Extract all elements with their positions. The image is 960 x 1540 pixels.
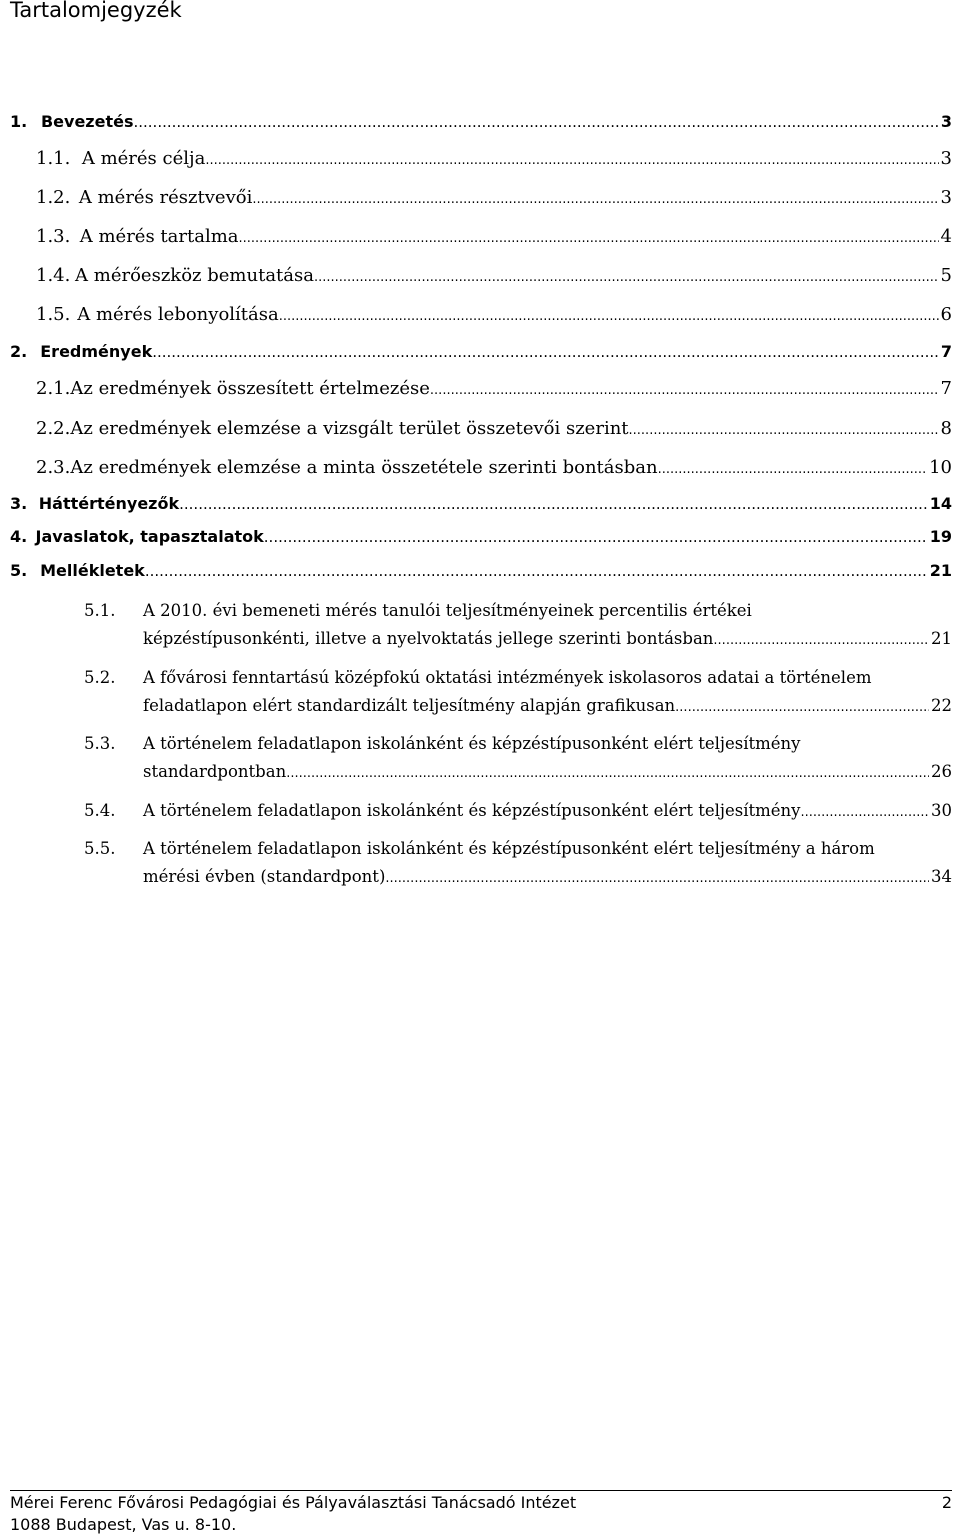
toc-entry-label: Az eredmények összesített értelmezése (70, 378, 430, 399)
toc-entry-page: 4 (940, 226, 952, 247)
toc-entry-page: 3 (940, 187, 952, 208)
toc-entry-5-5[interactable] (84, 835, 952, 893)
leader-dots (713, 627, 929, 655)
leader-dots (252, 192, 938, 207)
leader-dots (801, 799, 930, 827)
page-title: Tartalomjegyzék (10, 0, 182, 22)
toc-entry-number: 2.2. (36, 418, 71, 439)
toc-entry-number: 5.5. (84, 839, 116, 858)
toc-entry-label-line2: mérési évben (standardpont) (143, 867, 386, 886)
toc-entry-number: 5. (10, 561, 28, 580)
toc-entry-1-1[interactable] (36, 148, 952, 176)
toc-entry-1-2[interactable] (36, 187, 952, 215)
toc-entry-number: 1.2. (36, 187, 71, 208)
leader-dots (145, 562, 928, 580)
toc-entry-label: Eredmények (40, 342, 153, 361)
toc-entry-number: 1. (10, 112, 28, 131)
toc-entry-number: 2. (10, 342, 28, 361)
footer-institution: Mérei Ferenc Fővárosi Pedagógiai és Pályaválasztási Tanácsadó Intézet (10, 1493, 577, 1512)
toc-entry-number: 1.3. (36, 226, 71, 247)
toc-entry-number: 1.4. (36, 265, 71, 286)
toc-entry-label-line1: A fővárosi fenntartású középfokú oktatási intézmények iskolasoros adatai a történelem (143, 668, 872, 687)
toc-entry-number: 5.2. (84, 668, 116, 687)
toc-entry-label: A mérőeszköz bemutatása (75, 265, 314, 286)
toc-entry-label: Bevezetés (40, 112, 134, 131)
leader-dots (675, 694, 929, 722)
leader-dots (239, 231, 939, 246)
toc-entry-label: A mérés célja (81, 148, 206, 169)
toc-entry-number: 1.5. (36, 304, 71, 325)
toc-entry-label-line2: feladatlapon elért standardizált teljesítmény alapján grafikusan (143, 696, 676, 715)
toc-entry-page: 22 (931, 696, 952, 715)
footer-address: 1088 Budapest, Vas u. 8-10. (10, 1515, 237, 1534)
leader-dots (658, 462, 928, 477)
toc-entry-1-5[interactable] (36, 304, 952, 332)
toc-entry-label-line2: standardpontban (143, 762, 287, 781)
leader-dots (205, 153, 938, 168)
toc-entry-1-4[interactable] (36, 265, 952, 293)
toc-entry-page: 3 (940, 112, 952, 131)
footer-page-number: 2 (941, 1493, 952, 1512)
toc-entry-page: 8 (940, 418, 952, 439)
toc-entry-page: 10 (929, 457, 952, 478)
toc-entry-number: 5.4. (84, 801, 116, 820)
leader-dots (629, 423, 939, 438)
toc-entry-1-3[interactable] (36, 226, 952, 254)
toc-entry-1[interactable] (10, 112, 952, 140)
leader-dots (264, 528, 928, 546)
leader-dots (133, 113, 938, 131)
toc-entry-2[interactable] (10, 342, 952, 370)
toc-entry-2-1[interactable] (36, 378, 952, 406)
toc-entry-number: 5.1. (84, 601, 116, 620)
leader-dots (152, 343, 939, 361)
toc-entry-label: A mérés tartalma (79, 226, 239, 247)
toc-entry-number: 2.1. (36, 378, 71, 399)
toc-entry-4[interactable] (10, 527, 952, 555)
toc-entry-number: 1.1. (36, 148, 71, 169)
toc-entry-page: 26 (931, 762, 952, 781)
toc-entry-5-4[interactable] (84, 797, 952, 827)
toc-entry-page: 21 (929, 561, 952, 580)
toc-entry-label-line1: A 2010. évi bemeneti mérés tanulói teljesítményeinek percentilis értékei (143, 601, 752, 620)
toc-entry-label: A mérés lebonyolítása (77, 304, 279, 325)
toc-entry-5-3[interactable] (84, 730, 952, 788)
toc-entry-page: 21 (931, 629, 952, 648)
toc-entry-page: 7 (940, 342, 952, 361)
toc-entry-page: 3 (940, 148, 952, 169)
page-footer (10, 1490, 952, 1537)
toc-entry-5-1[interactable] (84, 597, 952, 655)
leader-dots (430, 383, 939, 398)
toc-entry-page: 6 (940, 304, 952, 325)
leader-dots (385, 865, 929, 893)
toc-entry-page: 14 (929, 494, 952, 513)
toc-entry-2-2[interactable] (36, 418, 952, 446)
toc-entry-label: Javaslatok, tapasztalatok (35, 527, 264, 546)
toc-entry-page: 34 (931, 867, 952, 886)
toc-entry-label-line2: képzéstípusonkénti, illetve a nyelvoktatás jellege szerinti bontásban (143, 629, 714, 648)
toc-entry-number: 2.3. (36, 457, 71, 478)
toc-entry-number: 3. (10, 494, 28, 513)
toc-entry-label: Mellékletek (40, 561, 145, 580)
toc-entry-5[interactable] (10, 561, 952, 589)
toc-entry-page: 19 (929, 527, 952, 546)
toc-entry-page: 5 (940, 265, 952, 286)
toc-entry-label: A mérés résztvevői (78, 187, 253, 208)
toc-entry-5-2[interactable] (84, 664, 952, 722)
leader-dots (279, 309, 939, 324)
toc-entry-page: 30 (931, 801, 952, 820)
leader-dots (179, 495, 928, 513)
leader-dots (286, 760, 929, 788)
toc-entry-page: 7 (940, 378, 952, 399)
toc-entry-label-line1: A történelem feladatlapon iskolánként és képzéstípusonként elért teljesítmény (143, 734, 801, 753)
toc-entry-label: Az eredmények elemzése a minta összetétele szerinti bontásban (70, 457, 658, 478)
toc-entry-label: A történelem feladatlapon iskolánként és képzéstípusonként elért teljesítmény (143, 801, 801, 820)
toc-entry-3[interactable] (10, 494, 952, 522)
toc-entry-2-3[interactable] (36, 457, 952, 485)
toc-entry-number: 5.3. (84, 734, 116, 753)
toc-entry-label: Háttértényezők (38, 494, 180, 513)
toc-entry-number: 4. (10, 527, 28, 546)
toc-entry-label-line1: A történelem feladatlapon iskolánként és képzéstípusonként elért teljesítmény a három (143, 839, 875, 858)
toc-entry-label: Az eredmények elemzése a vizsgált terület összetevői szerint (70, 418, 629, 439)
leader-dots (314, 270, 939, 285)
